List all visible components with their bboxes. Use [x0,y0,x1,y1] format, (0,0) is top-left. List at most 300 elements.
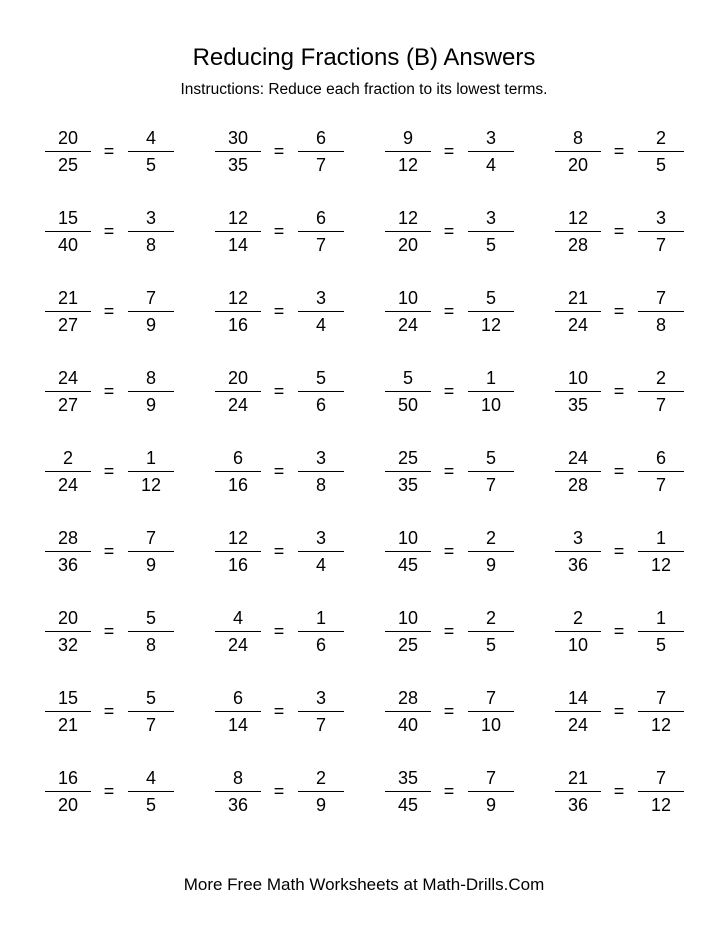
fraction-problem [213,683,363,743]
question-fraction [45,203,91,263]
question-numerator: 15 [57,208,79,228]
question-fraction [215,443,261,503]
worksheet-instructions: Instructions: Reduce each fraction to its lowest terms. [180,81,548,98]
equals-sign: = [103,541,115,561]
fraction-bar [215,711,261,712]
fraction-problem [43,283,193,343]
answer-denominator: 7 [655,395,666,415]
answer-numerator: 2 [485,608,496,628]
question-denominator: 20 [57,795,79,815]
answer-denominator: 7 [655,235,666,255]
answer-denominator: 8 [145,635,156,655]
answer-fraction [128,203,174,263]
answer-fraction [638,603,684,663]
answer-numerator: 7 [145,288,156,308]
fraction-bar [468,551,514,552]
fraction-bar [298,631,344,632]
fraction-bar [468,231,514,232]
answer-numerator: 7 [655,768,666,788]
answer-numerator: 3 [315,288,326,308]
answer-denominator: 9 [485,555,496,575]
answer-fraction [638,523,684,583]
answer-numerator: 7 [655,288,666,308]
fraction-problem [213,603,363,663]
answer-fraction [298,363,344,423]
equals-sign: = [273,381,285,401]
answer-numerator: 5 [315,368,326,388]
question-denominator: 12 [397,155,419,175]
question-numerator: 10 [397,608,419,628]
answer-denominator: 7 [485,475,496,495]
answer-fraction [128,443,174,503]
answer-numerator: 5 [485,448,496,468]
answer-denominator: 12 [140,475,162,495]
answer-denominator: 7 [145,715,156,735]
answer-denominator: 12 [650,715,672,735]
question-fraction [555,283,601,343]
fraction-bar [468,631,514,632]
fraction-bar [215,791,261,792]
worksheet-title: Reducing Fractions (B) Answers [192,44,536,71]
fraction-bar [45,711,91,712]
equals-sign: = [613,781,625,801]
question-numerator: 16 [57,768,79,788]
question-numerator: 3 [572,528,583,548]
answer-denominator: 9 [485,795,496,815]
fraction-problem [553,683,703,743]
answer-denominator: 8 [655,315,666,335]
equals-sign: = [443,781,455,801]
answer-fraction [468,763,514,823]
answer-numerator: 7 [485,688,496,708]
question-fraction [215,603,261,663]
fraction-bar [298,391,344,392]
problem-grid [43,123,693,823]
question-fraction [385,363,431,423]
equals-sign: = [273,621,285,641]
fraction-bar [215,471,261,472]
answer-fraction [128,763,174,823]
answer-fraction [468,123,514,183]
equals-sign: = [273,541,285,561]
equals-sign: = [443,701,455,721]
answer-fraction [128,283,174,343]
question-denominator: 35 [567,395,589,415]
fraction-bar [215,391,261,392]
answer-denominator: 9 [315,795,326,815]
fraction-bar [298,311,344,312]
fraction-problem [213,523,363,583]
answer-numerator: 3 [485,208,496,228]
fraction-problem [43,763,193,823]
answer-fraction [638,123,684,183]
fraction-problem [553,763,703,823]
question-numerator: 12 [227,288,249,308]
answer-denominator: 7 [315,235,326,255]
question-fraction [215,763,261,823]
equals-sign: = [443,381,455,401]
fraction-bar [45,151,91,152]
question-fraction [45,283,91,343]
question-numerator: 24 [567,448,589,468]
fraction-problem [213,443,363,503]
fraction-bar [128,791,174,792]
question-fraction [385,283,431,343]
fraction-bar [45,311,91,312]
question-denominator: 28 [567,475,589,495]
question-denominator: 27 [57,315,79,335]
question-denominator: 28 [567,235,589,255]
fraction-problem [383,123,533,183]
question-fraction [45,763,91,823]
answer-fraction [468,203,514,263]
answer-denominator: 12 [480,315,502,335]
question-fraction [45,123,91,183]
answer-denominator: 10 [480,715,502,735]
fraction-bar [385,231,431,232]
answer-fraction [638,763,684,823]
equals-sign: = [103,781,115,801]
fraction-bar [468,471,514,472]
fraction-bar [298,231,344,232]
question-denominator: 20 [567,155,589,175]
fraction-bar [555,391,601,392]
fraction-bar [555,711,601,712]
fraction-bar [555,631,601,632]
question-numerator: 2 [572,608,583,628]
answer-numerator: 6 [655,448,666,468]
question-denominator: 45 [397,555,419,575]
fraction-problem [553,443,703,503]
answer-numerator: 5 [145,688,156,708]
question-denominator: 25 [397,635,419,655]
equals-sign: = [443,221,455,241]
question-numerator: 21 [57,288,79,308]
answer-denominator: 5 [485,635,496,655]
question-numerator: 10 [567,368,589,388]
question-denominator: 16 [227,315,249,335]
answer-fraction [468,443,514,503]
answer-denominator: 8 [145,235,156,255]
question-denominator: 40 [397,715,419,735]
answer-denominator: 12 [650,555,672,575]
answer-numerator: 2 [655,128,666,148]
equals-sign: = [273,221,285,241]
equals-sign: = [613,301,625,321]
question-numerator: 10 [397,288,419,308]
fraction-problem [43,443,193,503]
fraction-bar [45,471,91,472]
answer-fraction [128,683,174,743]
question-fraction [215,523,261,583]
fraction-problem [43,683,193,743]
fraction-problem [213,763,363,823]
fraction-bar [638,471,684,472]
question-denominator: 20 [397,235,419,255]
answer-fraction [128,523,174,583]
equals-sign: = [103,701,115,721]
question-numerator: 15 [57,688,79,708]
fraction-problem [553,203,703,263]
answer-denominator: 7 [315,155,326,175]
fraction-bar [638,151,684,152]
answer-denominator: 12 [650,795,672,815]
question-numerator: 6 [232,688,243,708]
question-fraction [555,603,601,663]
equals-sign: = [103,461,115,481]
fraction-bar [128,471,174,472]
question-denominator: 35 [227,155,249,175]
answer-denominator: 4 [315,555,326,575]
equals-sign: = [273,701,285,721]
equals-sign: = [273,461,285,481]
answer-numerator: 5 [145,608,156,628]
question-fraction [385,763,431,823]
answer-denominator: 4 [485,155,496,175]
answer-numerator: 5 [485,288,496,308]
equals-sign: = [443,621,455,641]
answer-denominator: 5 [145,155,156,175]
question-denominator: 21 [57,715,79,735]
answer-denominator: 4 [315,315,326,335]
question-numerator: 35 [397,768,419,788]
fraction-problem [553,603,703,663]
equals-sign: = [103,621,115,641]
question-fraction [385,123,431,183]
answer-denominator: 5 [655,155,666,175]
fraction-bar [638,631,684,632]
equals-sign: = [443,141,455,161]
answer-fraction [638,283,684,343]
answer-denominator: 5 [655,635,666,655]
equals-sign: = [613,621,625,641]
question-numerator: 24 [57,368,79,388]
fraction-bar [45,551,91,552]
fraction-bar [215,311,261,312]
answer-fraction [298,123,344,183]
question-fraction [555,363,601,423]
question-numerator: 6 [232,448,243,468]
fraction-problem [383,283,533,343]
question-fraction [385,683,431,743]
question-numerator: 10 [397,528,419,548]
fraction-bar [128,231,174,232]
answer-numerator: 3 [315,528,326,548]
question-denominator: 14 [227,235,249,255]
answer-numerator: 3 [145,208,156,228]
fraction-bar [468,311,514,312]
answer-fraction [468,283,514,343]
answer-numerator: 2 [655,368,666,388]
question-numerator: 12 [227,208,249,228]
question-denominator: 36 [567,795,589,815]
fraction-problem [213,123,363,183]
answer-denominator: 9 [145,315,156,335]
fraction-problem [383,203,533,263]
fraction-problem [43,363,193,423]
fraction-problem [383,683,533,743]
fraction-bar [468,711,514,712]
question-numerator: 21 [567,768,589,788]
fraction-bar [128,631,174,632]
answer-numerator: 7 [655,688,666,708]
footer-text: More Free Math Worksheets at Math-Drills.Com [183,875,545,894]
fraction-bar [468,151,514,152]
question-numerator: 21 [567,288,589,308]
answer-fraction [468,363,514,423]
question-numerator: 9 [402,128,413,148]
fraction-problem [553,523,703,583]
question-fraction [555,443,601,503]
fraction-bar [45,631,91,632]
question-denominator: 10 [567,635,589,655]
equals-sign: = [613,221,625,241]
answer-fraction [298,443,344,503]
equals-sign: = [103,301,115,321]
equals-sign: = [103,221,115,241]
fraction-problem [383,363,533,423]
fraction-bar [298,711,344,712]
fraction-bar [385,391,431,392]
question-numerator: 12 [227,528,249,548]
question-fraction [555,123,601,183]
fraction-problem [213,363,363,423]
fraction-bar [638,551,684,552]
fraction-problem [43,523,193,583]
question-fraction [45,523,91,583]
fraction-bar [555,471,601,472]
fraction-bar [555,551,601,552]
fraction-bar [555,231,601,232]
fraction-bar [638,711,684,712]
fraction-bar [128,151,174,152]
question-denominator: 14 [227,715,249,735]
answer-numerator: 3 [315,688,326,708]
answer-denominator: 7 [655,475,666,495]
question-denominator: 24 [567,315,589,335]
question-denominator: 16 [227,475,249,495]
question-fraction [385,203,431,263]
question-fraction [215,123,261,183]
fraction-bar [215,551,261,552]
equals-sign: = [613,141,625,161]
question-fraction [45,443,91,503]
fraction-bar [45,791,91,792]
question-denominator: 25 [57,155,79,175]
question-fraction [215,283,261,343]
fraction-problem [43,203,193,263]
equals-sign: = [443,461,455,481]
fraction-bar [45,391,91,392]
equals-sign: = [273,781,285,801]
answer-fraction [298,283,344,343]
answer-fraction [298,523,344,583]
answer-denominator: 9 [145,395,156,415]
answer-denominator: 5 [145,795,156,815]
answer-numerator: 1 [315,608,326,628]
answer-numerator: 1 [655,528,666,548]
fraction-problem [43,123,193,183]
question-denominator: 50 [397,395,419,415]
answer-numerator: 1 [145,448,156,468]
question-denominator: 40 [57,235,79,255]
question-denominator: 35 [397,475,419,495]
fraction-problem [383,603,533,663]
fraction-bar [385,791,431,792]
fraction-bar [555,151,601,152]
answer-numerator: 6 [315,128,326,148]
answer-fraction [468,603,514,663]
question-numerator: 14 [567,688,589,708]
question-denominator: 45 [397,795,419,815]
answer-numerator: 3 [655,208,666,228]
fraction-bar [128,551,174,552]
answer-fraction [638,443,684,503]
question-denominator: 24 [57,475,79,495]
fraction-bar [468,791,514,792]
answer-fraction [638,203,684,263]
answer-numerator: 4 [145,768,156,788]
answer-fraction [298,683,344,743]
question-numerator: 12 [567,208,589,228]
fraction-problem [553,123,703,183]
fraction-bar [385,151,431,152]
equals-sign: = [613,541,625,561]
answer-fraction [638,363,684,423]
question-numerator: 25 [397,448,419,468]
fraction-bar [215,151,261,152]
fraction-problem [383,443,533,503]
question-denominator: 27 [57,395,79,415]
answer-numerator: 1 [485,368,496,388]
question-numerator: 2 [62,448,73,468]
equals-sign: = [613,381,625,401]
answer-numerator: 2 [485,528,496,548]
question-denominator: 24 [227,635,249,655]
fraction-bar [385,471,431,472]
fraction-bar [638,791,684,792]
question-denominator: 32 [57,635,79,655]
answer-numerator: 3 [485,128,496,148]
answer-fraction [128,603,174,663]
fraction-bar [298,151,344,152]
question-denominator: 24 [567,715,589,735]
equals-sign: = [103,141,115,161]
answer-fraction [468,523,514,583]
question-fraction [215,203,261,263]
question-fraction [215,363,261,423]
equals-sign: = [443,541,455,561]
question-fraction [555,203,601,263]
fraction-bar [45,231,91,232]
equals-sign: = [103,381,115,401]
answer-numerator: 4 [145,128,156,148]
fraction-bar [298,551,344,552]
fraction-bar [215,631,261,632]
fraction-bar [385,711,431,712]
answer-fraction [298,203,344,263]
fraction-bar [128,311,174,312]
question-fraction [385,523,431,583]
equals-sign: = [613,461,625,481]
fraction-bar [468,391,514,392]
fraction-problem [383,763,533,823]
answer-numerator: 8 [145,368,156,388]
fraction-bar [298,791,344,792]
question-fraction [555,683,601,743]
fraction-problem [213,203,363,263]
answer-fraction [298,603,344,663]
